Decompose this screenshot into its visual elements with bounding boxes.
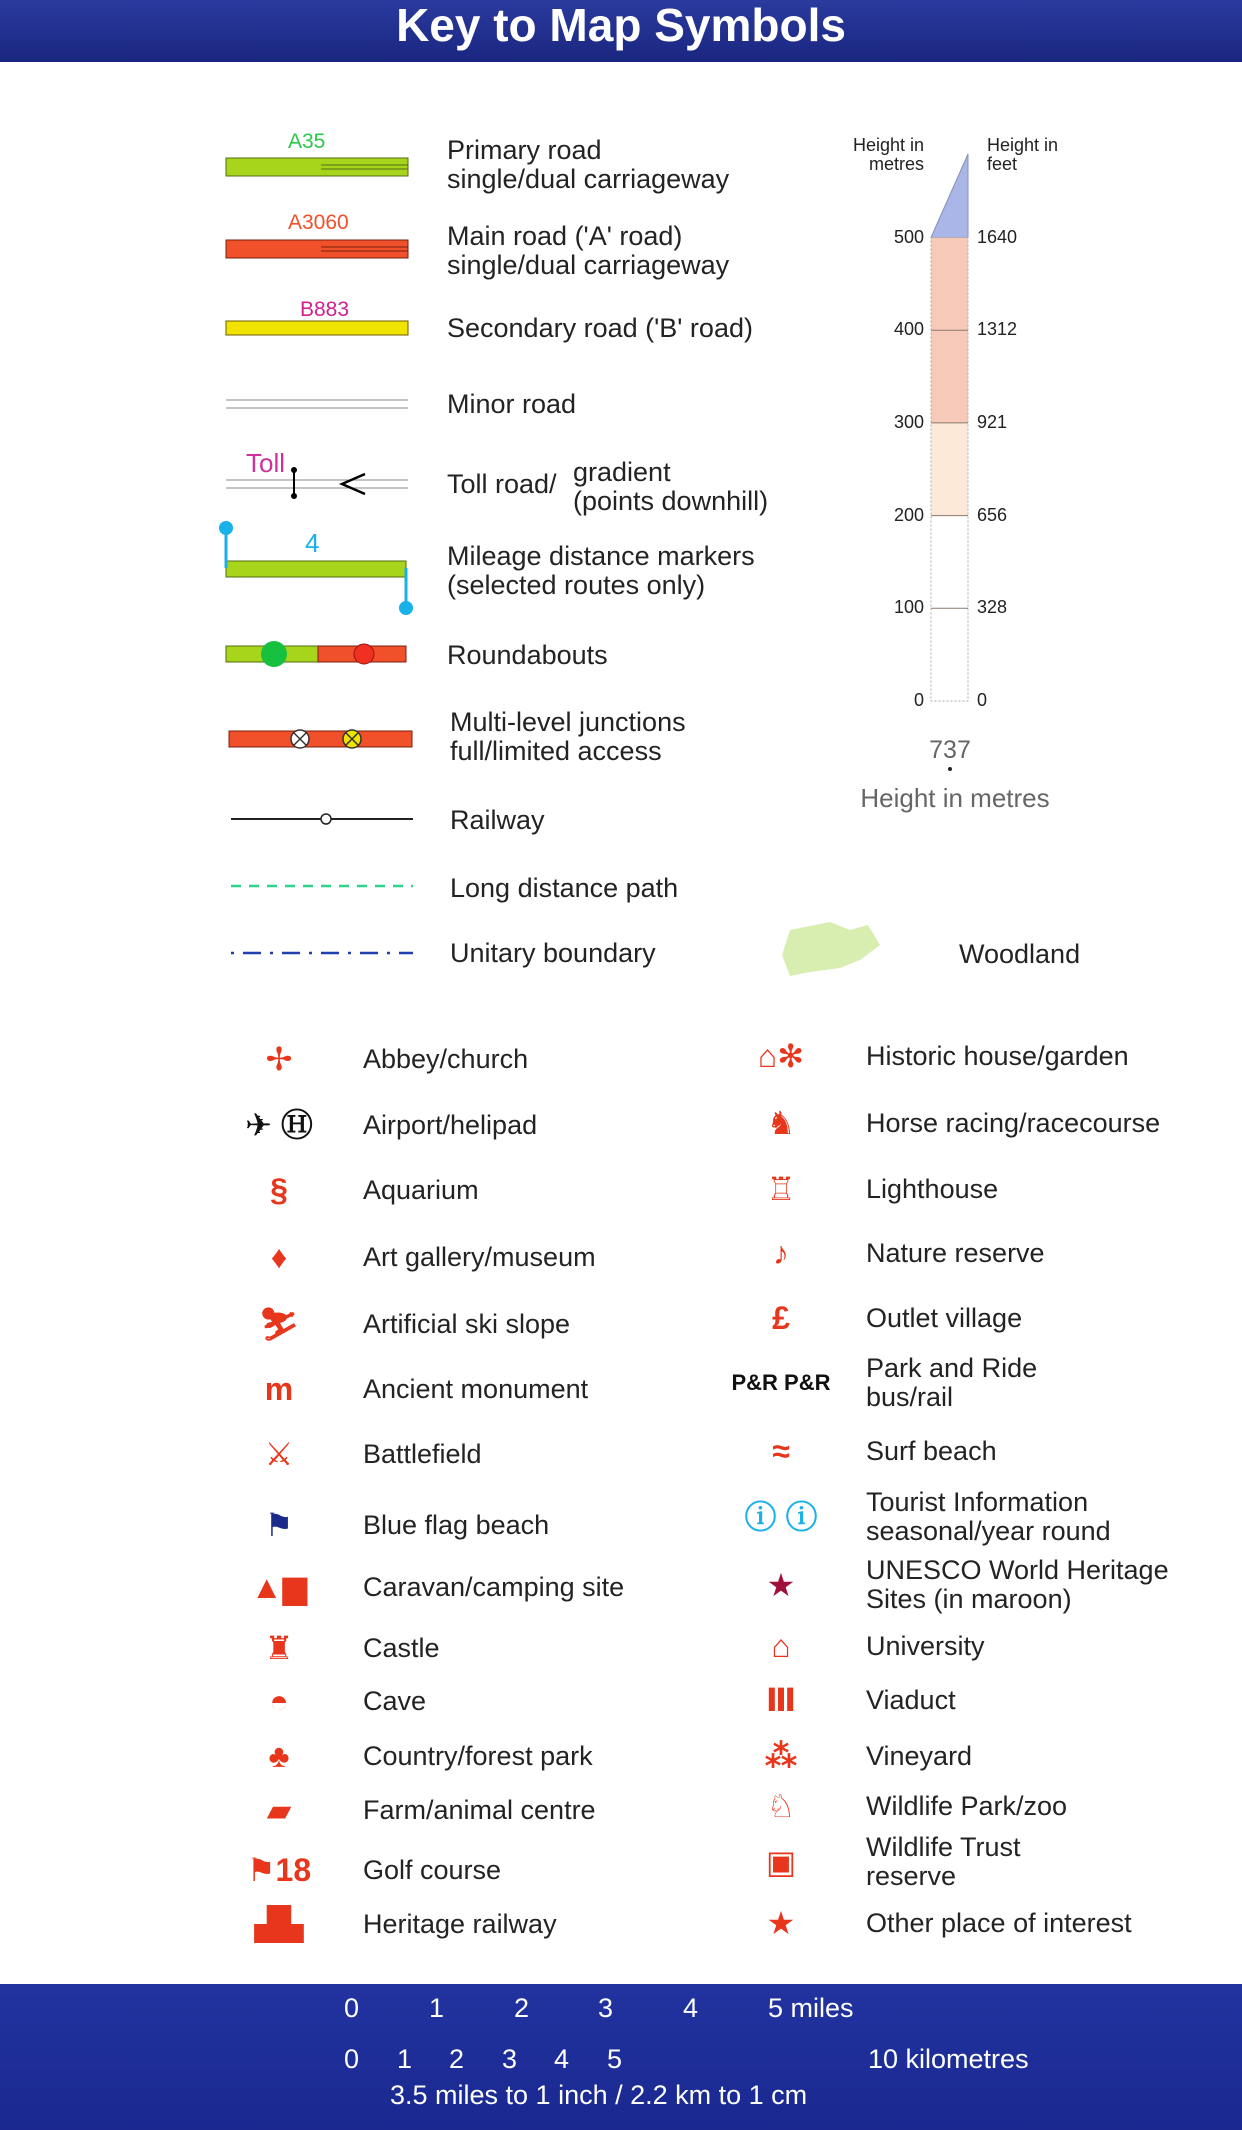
height-metres-tick: 500 bbox=[893, 226, 924, 247]
heritage-railway-icon: ▟▙ bbox=[254, 1906, 304, 1942]
road-label-main: single/dual carriageway bbox=[447, 250, 730, 280]
scale-miles-label: 1 bbox=[429, 1993, 445, 2023]
poi-label: bus/rail bbox=[866, 1382, 954, 1412]
poi-label: Artificial ski slope bbox=[363, 1308, 571, 1339]
poi-label: University bbox=[866, 1630, 985, 1661]
road-label-roundabouts: Roundabouts bbox=[447, 640, 608, 670]
tourist-info-icon: ⓘ ⓘ bbox=[744, 1499, 818, 1535]
nature-reserve-icon: ♪ bbox=[773, 1235, 789, 1271]
main-road-code: A3060 bbox=[288, 211, 349, 234]
ancient-monument-icon: m bbox=[264, 1371, 294, 1407]
spot-height-dot bbox=[948, 767, 952, 771]
art-gallery-icon: ♦ bbox=[270, 1239, 288, 1275]
scale-km-label: 5 bbox=[607, 2044, 623, 2074]
ski-slope-icon: ⛷ bbox=[258, 1306, 300, 1342]
toll-label: Toll bbox=[246, 448, 286, 478]
poi-label: Wildlife Trust bbox=[866, 1832, 1021, 1862]
road-label-main: Main road ('A' road) bbox=[447, 221, 683, 251]
poi-label: Vineyard bbox=[866, 1740, 973, 1771]
poi-label: Outlet village bbox=[866, 1302, 1023, 1333]
poi-label: seasonal/year round bbox=[866, 1516, 1111, 1546]
poi-label: Aquarium bbox=[363, 1174, 479, 1205]
poi-label: Abbey/church bbox=[363, 1043, 529, 1074]
scale-miles-label: 0 bbox=[344, 1993, 360, 2023]
gradient-label: (points downhill) bbox=[573, 486, 769, 516]
scale-miles-label: 2 bbox=[514, 1993, 530, 2023]
road-label-primary: single/dual carriageway bbox=[447, 164, 730, 194]
scale-km-label: 3 bbox=[502, 2044, 518, 2074]
castle-icon: ♜ bbox=[264, 1630, 294, 1666]
railway-symbol bbox=[231, 814, 413, 824]
scale-ratio: 3.5 miles to 1 inch / 2.2 km to 1 cm bbox=[390, 2080, 808, 2110]
poi-label: Sites (in maroon) bbox=[866, 1584, 1072, 1614]
other-place-icon: ★ bbox=[766, 1905, 796, 1941]
blue-flag-icon: ⚑ bbox=[264, 1507, 294, 1543]
cave-icon: ◓ bbox=[269, 1683, 289, 1719]
unesco-icon: ★ bbox=[766, 1567, 796, 1603]
poi-label: Surf beach bbox=[866, 1435, 997, 1466]
lighthouse-icon: ♖ bbox=[766, 1171, 796, 1207]
poi-label: Castle bbox=[363, 1632, 440, 1663]
poi-label: Park and Ride bbox=[866, 1353, 1038, 1383]
main-road-symbol bbox=[226, 240, 408, 258]
poi-label: Heritage railway bbox=[363, 1908, 557, 1939]
road-label-junctions: Multi-level junctions bbox=[450, 707, 686, 737]
airport-helipad-icon: ✈ Ⓗ bbox=[245, 1107, 313, 1143]
poi-label: UNESCO World Heritage bbox=[866, 1555, 1169, 1585]
golf-icon: ⚑18 bbox=[246, 1852, 312, 1888]
road-label-mileage: Mileage distance markers bbox=[447, 541, 755, 571]
poi-label: Nature reserve bbox=[866, 1237, 1045, 1268]
height-feet-tick: 0 bbox=[977, 690, 988, 710]
poi-label: Battlefield bbox=[363, 1438, 482, 1469]
road-label-unitary-boundary: Unitary boundary bbox=[450, 938, 656, 968]
height-metres-tick: 400 bbox=[893, 319, 924, 340]
scale-km-label: 0 bbox=[344, 2044, 360, 2074]
poi-label: Lighthouse bbox=[866, 1173, 999, 1204]
vineyard-icon: ⁂ bbox=[764, 1738, 798, 1774]
wildlife-trust-icon: ▣ bbox=[765, 1844, 797, 1880]
park-and-ride-icon: P&R P&R bbox=[731, 1370, 831, 1395]
scale-miles-label: 5 miles bbox=[768, 1993, 854, 2023]
height-feet-tick: 921 bbox=[977, 411, 1008, 432]
minor-road-symbol bbox=[226, 400, 408, 408]
height-scale-bar bbox=[931, 154, 968, 771]
road-label-secondary: Secondary road ('B' road) bbox=[447, 313, 753, 343]
road-label-primary: Primary road bbox=[447, 135, 602, 165]
woodland-symbol bbox=[782, 922, 880, 976]
surf-beach-icon: ≈ bbox=[772, 1433, 790, 1469]
primary-road-symbol bbox=[226, 158, 408, 176]
poi-label: Airport/helipad bbox=[363, 1109, 538, 1140]
abbey-church-icon: ✢ bbox=[265, 1041, 293, 1077]
height-metres-tick: 300 bbox=[893, 411, 924, 432]
poi-label: Other place of interest bbox=[866, 1907, 1132, 1938]
feet-header: Height in feet bbox=[987, 135, 1059, 174]
poi-label: Cave bbox=[363, 1685, 427, 1716]
height-metres-tick: 0 bbox=[913, 690, 924, 710]
poi-label: Horse racing/racecourse bbox=[866, 1107, 1161, 1138]
height-feet-tick: 1640 bbox=[977, 226, 1018, 247]
scale-km-label: 1 bbox=[397, 2044, 413, 2074]
height-feet-tick: 328 bbox=[977, 597, 1008, 618]
scale-miles-label: 4 bbox=[683, 1993, 699, 2023]
poi-label: Ancient monument bbox=[363, 1373, 589, 1404]
poi-label: Historic house/garden bbox=[866, 1040, 1129, 1071]
horse-racing-icon: ♞ bbox=[766, 1105, 796, 1141]
aquarium-icon: § bbox=[270, 1172, 288, 1208]
height-metres-tick: 200 bbox=[893, 504, 924, 525]
spot-height-label: Height in metres bbox=[860, 783, 1050, 813]
spot-height-value: 737 bbox=[929, 736, 971, 764]
poi-label: Blue flag beach bbox=[363, 1509, 550, 1540]
wildlife-park-icon: ♘ bbox=[766, 1788, 796, 1824]
scale-km-label: 10 kilometres bbox=[868, 2044, 1029, 2074]
poi-label: Art gallery/museum bbox=[363, 1241, 596, 1272]
junctions-symbol bbox=[229, 730, 412, 748]
roundabouts-symbol bbox=[226, 641, 406, 667]
poi-label: Wildlife Park/zoo bbox=[866, 1790, 1068, 1821]
road-label-toll: Toll road/ bbox=[447, 469, 557, 499]
road-label-railway: Railway bbox=[450, 805, 545, 835]
scale-km-label: 2 bbox=[449, 2044, 465, 2074]
battlefield-icon: ⚔ bbox=[264, 1436, 294, 1472]
outlet-village-icon: £ bbox=[772, 1300, 790, 1336]
poi-label: Viaduct bbox=[866, 1684, 956, 1715]
caravan-camping-icon: ▲▆ bbox=[250, 1569, 308, 1605]
poi-label: Tourist Information bbox=[866, 1487, 1089, 1517]
poi-label: Golf course bbox=[363, 1854, 502, 1885]
height-metres-tick: 100 bbox=[893, 597, 924, 618]
road-label-mileage: (selected routes only) bbox=[447, 570, 706, 600]
woodland-label: Woodland bbox=[959, 939, 1081, 969]
university-icon: ⌂ bbox=[771, 1628, 791, 1664]
road-label-minor: Minor road bbox=[447, 389, 577, 419]
page-title: Key to Map Symbols bbox=[396, 0, 846, 51]
height-feet-tick: 1312 bbox=[977, 319, 1018, 340]
road-label-junctions: full/limited access bbox=[450, 736, 662, 766]
gradient-label: gradient bbox=[573, 457, 671, 487]
mileage-number: 4 bbox=[305, 528, 320, 558]
poi-label: Caravan/camping site bbox=[363, 1571, 625, 1602]
scale-miles-label: 3 bbox=[598, 1993, 614, 2023]
poi-label: reserve bbox=[866, 1861, 957, 1891]
road-label-long-distance-path: Long distance path bbox=[450, 873, 679, 903]
primary-road-code: A35 bbox=[288, 130, 326, 153]
poi-label: Farm/animal centre bbox=[363, 1794, 596, 1825]
forest-park-icon: ♣ bbox=[268, 1738, 290, 1774]
secondary-road-symbol bbox=[226, 321, 408, 335]
secondary-road-code: B883 bbox=[300, 298, 350, 321]
scale-km-label: 4 bbox=[554, 2044, 570, 2074]
historic-house-icon: ⌂✻ bbox=[757, 1038, 805, 1074]
poi-label: Country/forest park bbox=[363, 1740, 593, 1771]
farm-icon: ▰ bbox=[266, 1792, 292, 1828]
metres-header: Height in metres bbox=[852, 135, 924, 174]
viaduct-icon: Ⅲ bbox=[765, 1682, 797, 1718]
height-feet-tick: 656 bbox=[977, 504, 1008, 525]
